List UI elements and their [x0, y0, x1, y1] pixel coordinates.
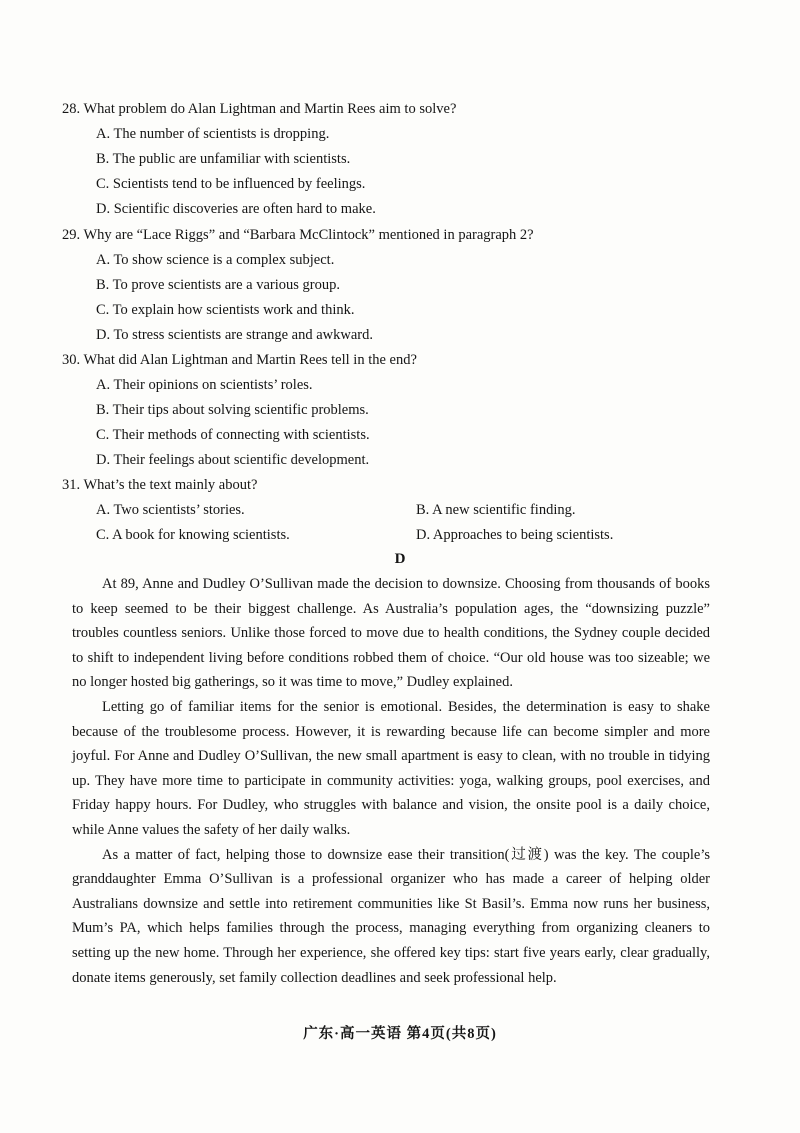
question-30-option-d: D. Their feelings about scientific development. — [96, 452, 370, 468]
question-28-option-a: A. The number of scientists is dropping. — [96, 126, 330, 142]
section-heading: D — [394, 551, 406, 567]
question-31-option-a: A. Two scientists’ stories. — [96, 502, 245, 518]
reading-passage — [72, 572, 710, 990]
question-31-option-c: C. A book for knowing scientists. — [96, 527, 290, 543]
question-28-option-b: B. The public are unfamiliar with scientists. — [96, 151, 351, 167]
question-31-option-d: D. Approaches to being scientists. — [416, 527, 614, 543]
question-28-option-c: C. Scientists tend to be influenced by feelings. — [96, 176, 366, 192]
passage-paragraph: At 89, Anne and Dudley O’Sullivan made the decision to downsize. Choosing from thousands of books to keep seemed to be their biggest challenge. As Australia’s population ages, the “downsizing puzzle” troubles countless seniors. Unlike those forced to move due to health conditions, the Sydney couple decided to shift to independent living before conditions robbed them of choice. “Our old house was too sizeable; we no longer hosted big gatherings, so it was time to move,” Dudley explained. — [72, 576, 710, 691]
question-29-option-b: B. To prove scientists are a various group. — [96, 277, 340, 293]
passage-paragraph: Letting go of familiar items for the senior is emotional. Besides, the determination is easy to shake because of the troublesome process. However, it is rewarding because life can become simpler and more joyful. For Anne and Dudley O’Sullivan, the new small apartment is easy to clean, with no trouble in tidying up. They have more time to participate in community activities: yoga, walking groups, pool exercises, and Friday happy hours. For Dudley, who struggles with balance and vision, the onsite pool is a daily choice, while Anne values the safety of her daily walks. — [72, 698, 710, 838]
question-29-stem: 29. Why are “Lace Riggs” and “Barbara McClintock” mentioned in paragraph 2? — [62, 227, 534, 243]
question-30-option-c: C. Their methods of connecting with scientists. — [96, 427, 370, 443]
passage-paragraph: As a matter of fact, helping those to downsize ease their transition(过渡) was the key. The couple’s granddaughter Emma O’Sullivan is a professional organizer who has made a career of helping older Australians downsize and settle into retirement communities like St Basil’s. Emma now runs her business, Mum’s PA, which helps families through the process, managing everything from organizing cleaners to setting up the new home. Through her experience, she offered key tips: start five years early, clear gradually, donate items generously, set family collection deadlines and seek professional help. — [72, 846, 710, 986]
question-31-option-b: B. A new scientific finding. — [416, 502, 576, 518]
question-29-option-c: C. To explain how scientists work and think. — [96, 302, 355, 318]
question-28-stem: 28. What problem do Alan Lightman and Martin Rees aim to solve? — [62, 101, 457, 117]
question-31-stem: 31. What’s the text mainly about? — [62, 477, 258, 493]
question-30-option-a: A. Their opinions on scientists’ roles. — [96, 377, 313, 393]
question-30-option-b: B. Their tips about solving scientific problems. — [96, 402, 369, 418]
question-30-stem: 30. What did Alan Lightman and Martin Rees tell in the end? — [62, 352, 417, 368]
question-29-option-d: D. To stress scientists are strange and awkward. — [96, 327, 373, 343]
question-29-option-a: A. To show science is a complex subject. — [96, 252, 335, 268]
question-28-option-d: D. Scientific discoveries are often hard to make. — [96, 201, 376, 217]
page-footer: 广东·高一英语 第4页(共8页) — [303, 1026, 497, 1042]
